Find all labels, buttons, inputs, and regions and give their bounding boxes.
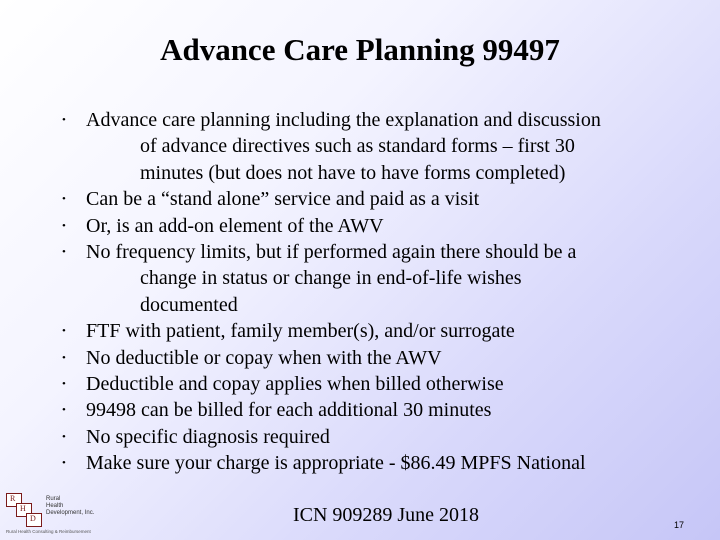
footer-text: ICN 909289 June 2018 <box>292 504 480 526</box>
bullet-icon: • <box>62 193 66 206</box>
bullet-text-line: No specific diagnosis required <box>86 425 330 448</box>
bullet-icon: • <box>62 430 66 443</box>
company-logo <box>6 493 122 535</box>
bullet-text-line: Make sure your charge is appropriate - $86.49 MPFS National <box>86 452 586 475</box>
logo-name-line: Health <box>46 503 64 509</box>
bullet-item <box>0 424 720 450</box>
bullet-icon: • <box>62 378 66 391</box>
bullet-item <box>0 345 720 371</box>
bullet-item <box>0 107 720 186</box>
bullet-list <box>0 107 720 477</box>
logo-name-line: Development, Inc. <box>46 510 95 516</box>
bullet-item <box>0 450 720 476</box>
logo-letter: H <box>20 504 26 513</box>
logo-letter: D <box>30 514 36 523</box>
logo-letter: R <box>10 494 16 503</box>
bullet-text-line: Can be a “stand alone” service and paid as a visit <box>86 188 480 211</box>
bullet-text-line: minutes (but does not have to have forms completed) <box>140 161 566 184</box>
bullet-text-line: change in status or change in end-of-life wishes <box>140 267 522 290</box>
bullet-item <box>0 397 720 423</box>
bullet-text-line: No deductible or copay when with the AWV <box>86 346 442 369</box>
bullet-icon: • <box>62 404 66 417</box>
slide-title: Advance Care Planning 99497 <box>160 32 560 67</box>
bullet-item <box>0 318 720 344</box>
bullet-icon: • <box>62 114 66 126</box>
bullet-icon: • <box>62 246 66 259</box>
bullet-item <box>0 239 720 318</box>
bullet-icon: • <box>62 351 66 364</box>
bullet-text-line: Advance care planning including the explanation and discussion <box>86 109 601 131</box>
bullet-item <box>0 213 720 239</box>
bullet-text-line: documented <box>140 293 238 316</box>
bullet-icon: • <box>62 325 66 338</box>
bullet-text-line: Deductible and copay applies when billed otherwise <box>86 373 504 396</box>
bullet-text-line: 99498 can be billed for each additional 30 minutes <box>86 399 492 422</box>
bullet-item <box>0 186 720 212</box>
bullet-icon: • <box>62 219 66 232</box>
bullet-text-line: No frequency limits, but if performed again there should be a <box>86 241 577 264</box>
bullet-text-line: FTF with patient, family member(s), and/or surrogate <box>86 320 515 343</box>
logo-name <box>46 496 122 517</box>
logo-tagline: Rural Health Consulting & Reimbursement <box>6 529 91 534</box>
logo-mark-icon <box>6 493 42 527</box>
logo-name-line: Rural <box>46 496 61 502</box>
bullet-item <box>0 371 720 397</box>
page-number: 17 <box>673 520 684 530</box>
bullet-text-line: Or, is an add-on element of the AWV <box>86 214 384 237</box>
bullet-text-line: of advance directives such as standard forms – first 30 <box>140 135 575 158</box>
bullet-icon: • <box>62 457 66 470</box>
